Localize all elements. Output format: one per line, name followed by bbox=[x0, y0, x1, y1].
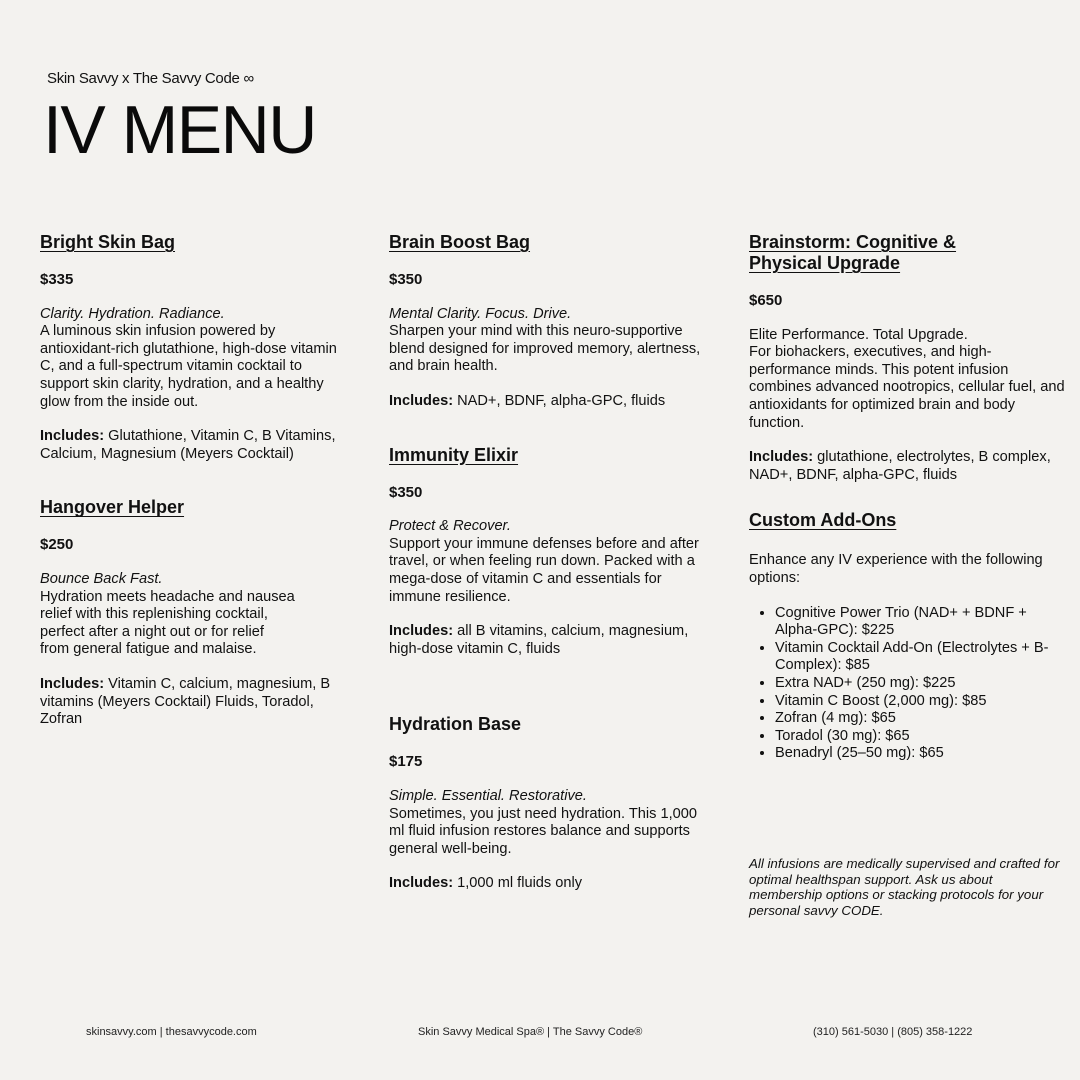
item-title: Brain Boost Bag bbox=[389, 232, 531, 252]
list-item: • Benadryl (25–50 mg): $65 bbox=[775, 745, 1069, 763]
list-item: • Vitamin C Boost (2,000 mg): $85 bbox=[775, 693, 1069, 711]
item-title: Immunity Elixir bbox=[389, 444, 519, 465]
brand-text: Skin Savvy x The Savvy Code bbox=[47, 70, 240, 87]
list-item: • Vitamin Cocktail Add-On (Electrolytes + B-Complex): $85 bbox=[775, 640, 1069, 675]
menu-column-3 bbox=[749, 232, 1069, 797]
menu-column-2 bbox=[389, 232, 709, 927]
item-description: Support your immune defenses before and after travel, or when feeling run down. Packed with a mega-dose of vitamin C and essentials for immune resilience. bbox=[389, 535, 699, 605]
includes-value: all B vitamins, calcium, magnesium, high-dose vitamin C, fluids bbox=[389, 623, 689, 657]
infinity-icon: ∞ bbox=[243, 70, 254, 87]
page-title: IV MENU bbox=[43, 92, 316, 168]
list-item: • Extra NAD+ (250 mg): $225 bbox=[775, 675, 1069, 693]
menu-column-1 bbox=[40, 232, 340, 763]
item-title: Brainstorm: Cognitive & Physical Upgrade bbox=[749, 232, 957, 273]
item-description: Hydration meets headache and nausea relief with this replenishing cocktail, perfect after a night out or for relief from general fatigue and malaise. bbox=[40, 588, 295, 658]
list-item: • Zofran (4 mg): $65 bbox=[775, 710, 1069, 728]
item-tagline: Simple. Essential. Restorative. bbox=[389, 787, 587, 804]
item-description: Sharpen your mind with this neuro-supportive blend designed for improved memory, alertness, and brain health. bbox=[389, 323, 701, 375]
menu-item-bright-skin bbox=[40, 232, 340, 463]
brand-line bbox=[47, 70, 254, 87]
item-includes bbox=[389, 875, 709, 893]
menu-item-immunity bbox=[389, 445, 709, 659]
item-includes bbox=[389, 393, 709, 411]
item-title: Hydration Base bbox=[389, 714, 522, 735]
item-price: $650 bbox=[749, 292, 783, 309]
menu-item-hangover bbox=[40, 497, 340, 728]
includes-label: Includes: bbox=[389, 392, 454, 409]
item-includes bbox=[40, 428, 340, 463]
list-item: • Toradol (30 mg): $65 bbox=[775, 728, 1069, 746]
item-price: $175 bbox=[389, 753, 423, 771]
includes-label: Includes: bbox=[389, 875, 454, 892]
includes-value: Vitamin C, calcium, magnesium, B vitamins (Meyers Cocktail) Fluids, Toradol, Zofran bbox=[40, 675, 331, 728]
addons-title: Custom Add-Ons bbox=[749, 510, 897, 531]
item-price: $350 bbox=[389, 483, 423, 501]
menu-item-brain-boost bbox=[389, 232, 709, 411]
item-tagline: Bounce Back Fast. bbox=[40, 570, 163, 587]
includes-value: Glutathione, Vitamin C, B Vitamins, Calcium, Magnesium (Meyers Cocktail) bbox=[40, 428, 336, 462]
includes-value: 1,000 ml fluids only bbox=[457, 875, 583, 892]
item-includes bbox=[40, 676, 340, 729]
item-includes bbox=[389, 623, 709, 658]
includes-label: Includes: bbox=[40, 428, 105, 445]
item-tagline: Elite Performance. Total Upgrade. bbox=[749, 326, 968, 343]
includes-label: Includes: bbox=[40, 675, 105, 692]
addons-intro: Enhance any IV experience with the following options: bbox=[749, 552, 1043, 586]
item-price: $350 bbox=[389, 271, 423, 288]
footer-websites: skinsavvy.com | thesavvycode.com bbox=[86, 1026, 257, 1038]
custom-addons bbox=[749, 510, 1069, 763]
item-title: Hangover Helper bbox=[40, 497, 185, 518]
item-includes bbox=[749, 449, 1069, 484]
item-tagline: Clarity. Hydration. Radiance. bbox=[40, 305, 225, 322]
item-description: For biohackers, executives, and high-performance minds. This potent infusion combines advanced nootropics, cellular fuel, and antioxidants for optimized brain and body function. bbox=[749, 344, 1065, 431]
includes-value: NAD+, BDNF, alpha-GPC, fluids bbox=[457, 392, 666, 409]
footer-brands: Skin Savvy Medical Spa® | The Savvy Code® bbox=[418, 1026, 643, 1038]
footer-phones: (310) 561-5030 | (805) 358-1222 bbox=[813, 1026, 973, 1038]
item-tagline: Mental Clarity. Focus. Drive. bbox=[389, 305, 572, 322]
list-item: • Cognitive Power Trio (NAD+ + BDNF + Alpha-GPC): $225 bbox=[775, 605, 1069, 640]
includes-value: glutathione, electrolytes, B complex, NAD+, BDNF, alpha-GPC, fluids bbox=[749, 449, 1051, 483]
addons-list bbox=[749, 605, 1069, 763]
item-description: Sometimes, you just need hydration. This 1,000 ml fluid infusion restores balance and supports general well-being. bbox=[389, 805, 697, 857]
item-price: $335 bbox=[40, 271, 74, 288]
menu-item-hydration bbox=[389, 714, 709, 893]
item-price: $250 bbox=[40, 536, 74, 554]
includes-label: Includes: bbox=[749, 449, 814, 466]
includes-label: Includes: bbox=[389, 623, 454, 640]
footnote: All infusions are medically supervised and crafted for optimal healthspan support. Ask us about membership options or stacking protocols for your personal savvy CODE. bbox=[749, 856, 1060, 918]
item-tagline: Protect & Recover. bbox=[389, 518, 511, 535]
item-title: Bright Skin Bag bbox=[40, 232, 176, 252]
item-description: A luminous skin infusion powered by antioxidant-rich glutathione, high-dose vitamin C, and a full-spectrum vitamin cocktail to support skin clarity, hydration, and a healthy glow from the inside out. bbox=[40, 323, 337, 410]
menu-item-brainstorm bbox=[749, 232, 1069, 484]
